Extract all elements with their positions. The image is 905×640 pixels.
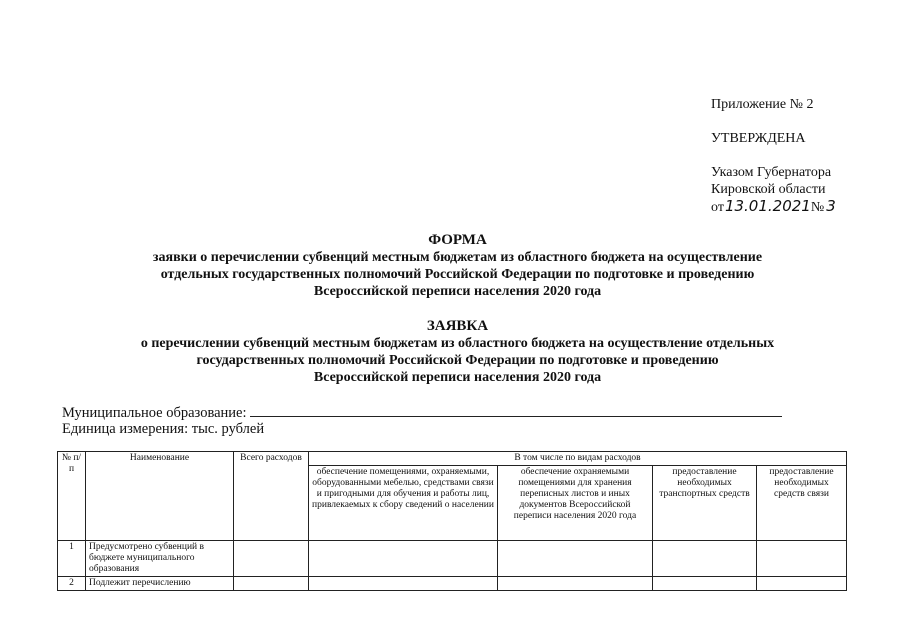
request-title-line-2: государственных полномочий Российской Федерации по подготовке и проведению: [196, 353, 719, 368]
municipality-row: [62, 404, 782, 422]
header-col-communication: предоставление необходимых средств связи: [757, 466, 847, 541]
table-row: [58, 541, 847, 577]
header-group: В том числе по видам расходов: [309, 452, 847, 466]
request-title-line-1: о перечислении субвенций местным бюджетам из областного бюджета на осуществление отдельных: [140, 336, 775, 351]
cell-storage[interactable]: [498, 577, 653, 591]
row-name: Предусмотрено субвенций в бюджете муниципального образования: [86, 541, 234, 577]
header-col-premises: обеспечение помещениями, охраняемыми, оборудованными мебелью, средствами связи и пригодными для обучения и работы лиц, привлекаемых к сбору сведений о населении: [309, 466, 498, 541]
cell-total[interactable]: [234, 577, 309, 591]
request-heading: ЗАЯВКА: [426, 318, 489, 334]
header-name: Наименование: [86, 452, 234, 541]
approval-stamp: [711, 96, 891, 216]
request-table: [57, 451, 847, 591]
handwritten-number: 3: [826, 197, 836, 215]
decree-date-line: [711, 198, 891, 216]
number-prefix: №: [810, 200, 825, 215]
row-name: Подлежит перечислению: [86, 577, 234, 591]
municipality-label: Муниципальное образование:: [62, 405, 247, 421]
table-row: [58, 577, 847, 591]
form-title-block: [60, 232, 855, 300]
approved-label: УТВЕРЖДЕНА: [711, 131, 806, 146]
cell-communication[interactable]: [757, 577, 847, 591]
decree-line-2: Кировской области: [711, 182, 826, 197]
form-title-line-3: Всероссийской переписи населения 2020 года: [313, 284, 602, 299]
cell-total[interactable]: [234, 541, 309, 577]
header-col-transport: предоставление необходимых транспортных средств: [653, 466, 757, 541]
cell-communication[interactable]: [757, 541, 847, 577]
header-col-storage: обеспечение охраняемыми помещениями для хранения переписных листов и иных документов Всероссийской переписи населения 2020 года: [498, 466, 653, 541]
row-num: 1: [58, 541, 86, 577]
appendix-label: Приложение № 2: [711, 97, 814, 112]
cell-transport[interactable]: [653, 577, 757, 591]
cell-premises[interactable]: [309, 577, 498, 591]
cell-storage[interactable]: [498, 541, 653, 577]
cell-premises[interactable]: [309, 541, 498, 577]
form-title-line-2: отдельных государственных полномочий Российской Федерации по подготовке и проведению: [160, 267, 755, 282]
handwritten-date: 13.01.2021: [724, 197, 811, 215]
cell-transport[interactable]: [653, 541, 757, 577]
header-total: Всего расходов: [234, 452, 309, 541]
request-title-block: [60, 318, 855, 386]
header-num: № п/п: [58, 452, 86, 541]
unit-label: Единица измерения: тыс. рублей: [62, 421, 265, 437]
form-heading: ФОРМА: [428, 232, 487, 248]
municipality-field[interactable]: [250, 404, 782, 417]
date-prefix: от: [711, 200, 724, 215]
request-title-line-3: Всероссийской переписи населения 2020 года: [313, 370, 602, 385]
form-title-line-1: заявки о перечислении субвенций местным бюджетам из областного бюджета на осуществление: [152, 250, 763, 265]
decree-line-1: Указом Губернатора: [711, 165, 832, 180]
row-num: 2: [58, 577, 86, 591]
